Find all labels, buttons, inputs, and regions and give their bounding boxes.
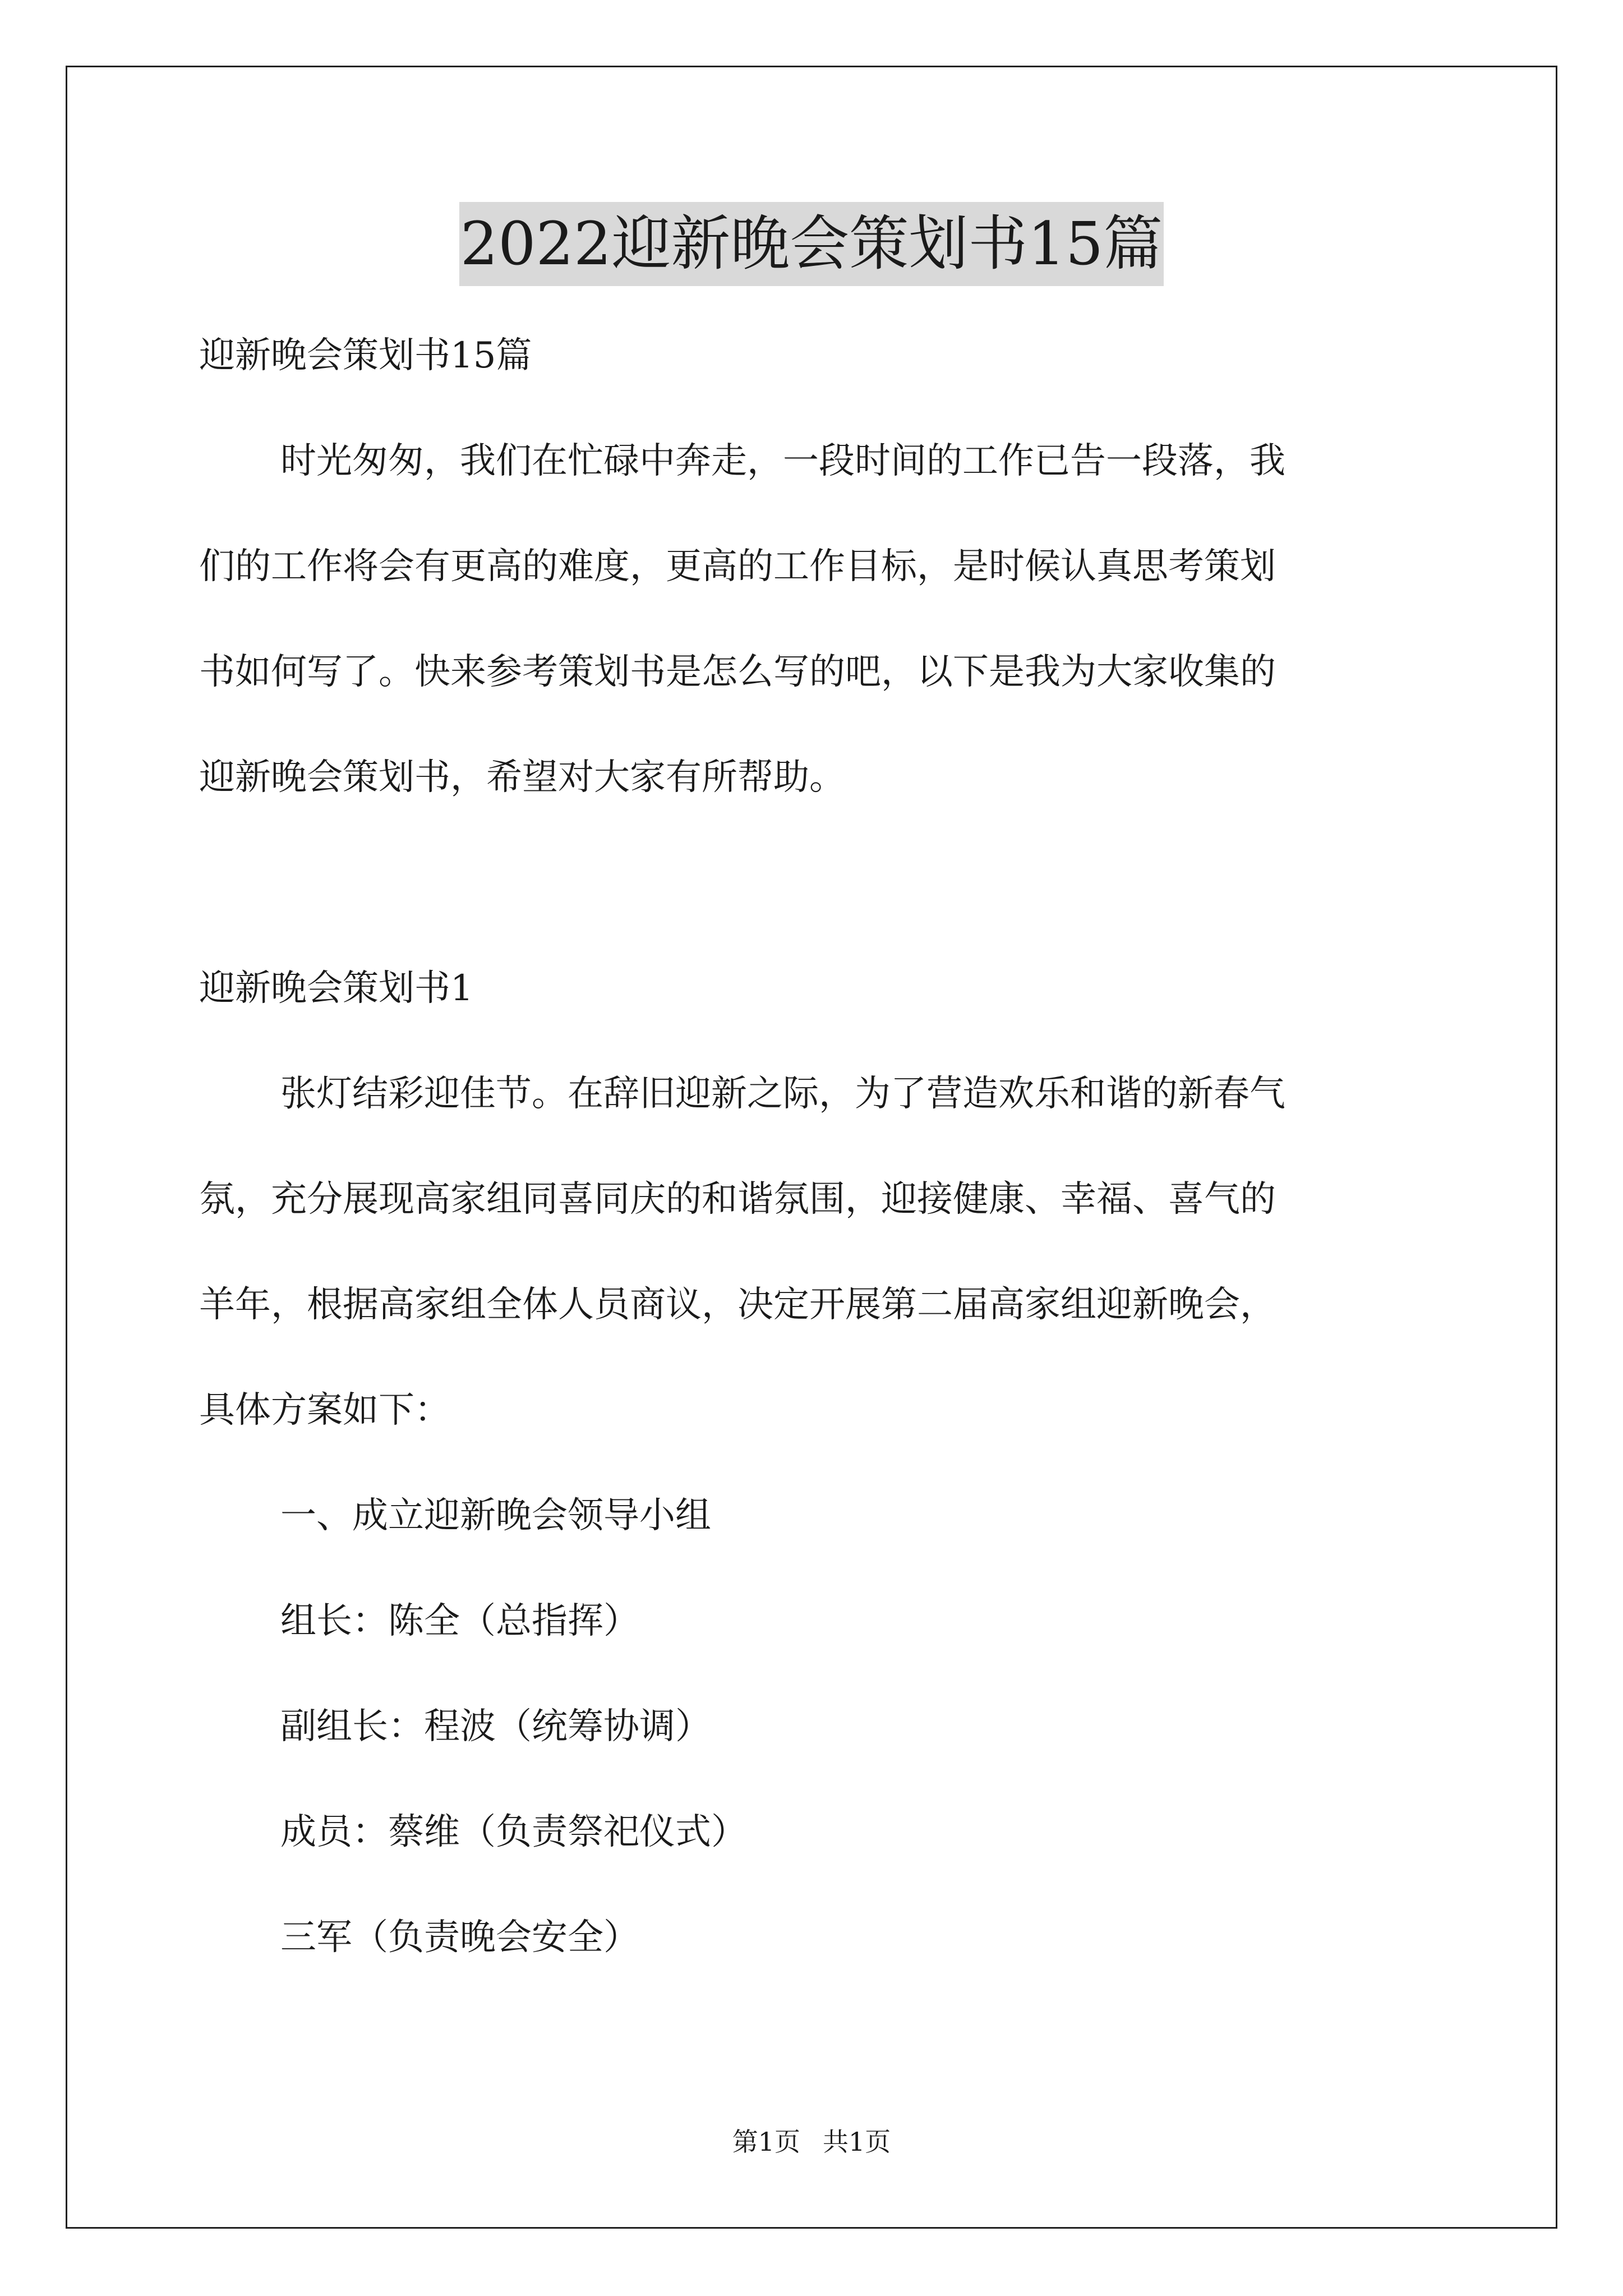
page-total: 共1页 bbox=[823, 2127, 891, 2157]
title-container bbox=[0, 202, 1623, 286]
page-footer bbox=[0, 2125, 1623, 2159]
spacer bbox=[199, 830, 1433, 936]
list-item: 副组长：程波（统筹协调） bbox=[280, 1706, 711, 1747]
section1-line-4: 具体方案如下： bbox=[199, 1389, 450, 1431]
list-item: 一、成立迎新晚会领导小组 bbox=[280, 1495, 711, 1536]
list-item: 三军（负责晚会安全） bbox=[280, 1917, 639, 1958]
list-item: 成员：蔡维（负责祭祀仪式） bbox=[280, 1811, 747, 1853]
document-title: 2022迎新晚会策划书15篇 bbox=[459, 202, 1164, 286]
subtitle: 迎新晚会策划书15篇 bbox=[199, 335, 532, 376]
section-heading-1: 迎新晚会策划书1 bbox=[199, 968, 473, 1009]
intro-line-1: 时光匆匆，我们在忙碌中奔走，一段时间的工作已告一段落，我 bbox=[280, 440, 1285, 482]
intro-line-3: 书如何写了。快来参考策划书是怎么写的吧，以下是我为大家收集的 bbox=[199, 651, 1276, 693]
page-number: 第1页 bbox=[732, 2127, 800, 2157]
section1-line-3: 羊年，根据高家组全体人员商议，决定开展第二届高家组迎新晚会， bbox=[199, 1284, 1276, 1326]
list-item: 组长：陈全（总指挥） bbox=[280, 1600, 639, 1642]
intro-line-4: 迎新晚会策划书，希望对大家有所帮助。 bbox=[199, 757, 845, 798]
section1-line-1: 张灯结彩迎佳节。在辞旧迎新之际，为了营造欢乐和谐的新春气 bbox=[280, 1073, 1285, 1115]
document-body bbox=[199, 303, 1433, 1990]
section1-line-2: 氛，充分展现高家组同喜同庆的和谐氛围，迎接健康、幸福、喜气的 bbox=[199, 1179, 1276, 1220]
intro-line-2: 们的工作将会有更高的难度，更高的工作目标，是时候认真思考策划 bbox=[199, 546, 1276, 587]
